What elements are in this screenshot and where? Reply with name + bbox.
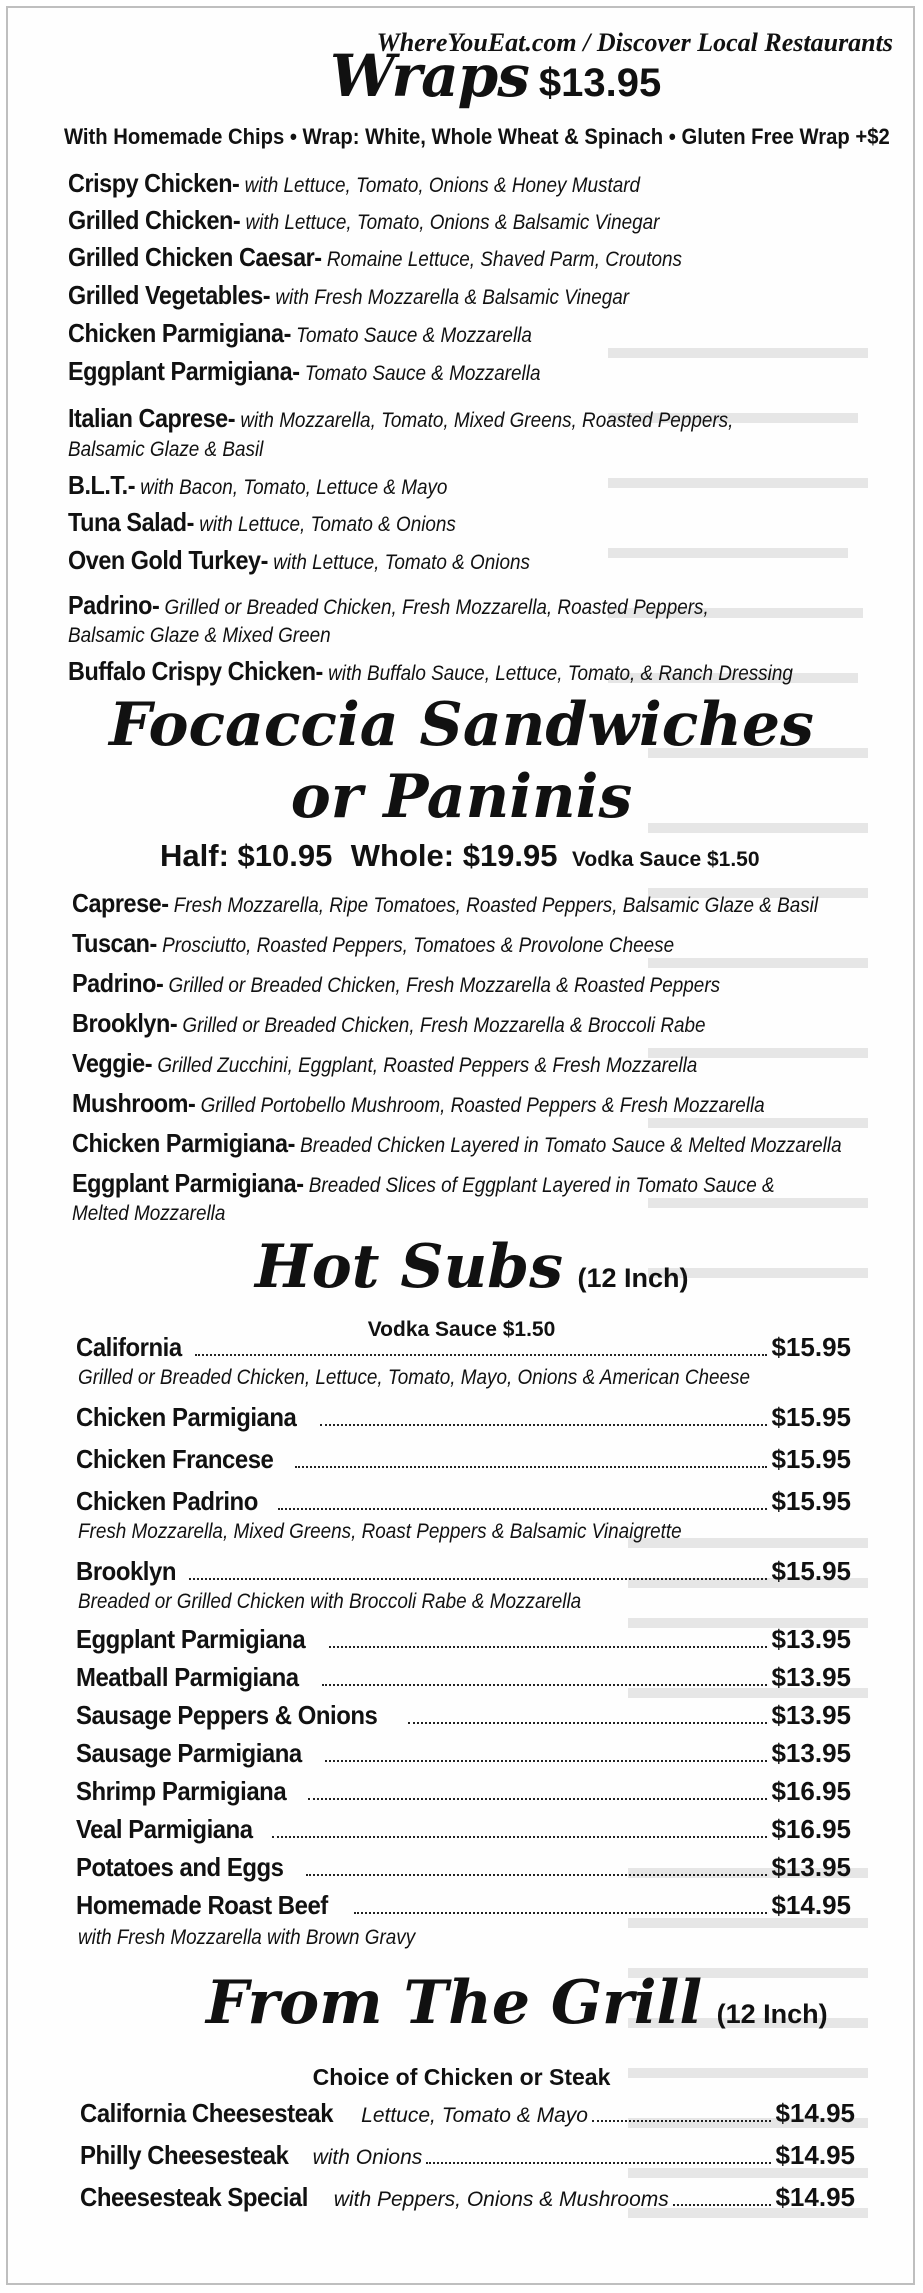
row-note: Breaded or Grilled Chicken with Broccoli Rabe & Mozzarella xyxy=(78,1590,582,1613)
menu-row: Brooklyn $15.95 xyxy=(76,1556,851,1586)
menu-row: Homemade Roast Beef $14.95 xyxy=(76,1890,851,1920)
menu-row: California $15.95 xyxy=(76,1332,851,1362)
list-item-desc-cont: Balsamic Glaze & Mixed Green xyxy=(68,624,331,647)
menu-row: Meatball Parmigiana $13.95 xyxy=(76,1662,851,1692)
hot-subs-vodka-note: Vodka Sauce $1.50 xyxy=(367,1318,556,1341)
list-item: Grilled Vegetables- with Fresh Mozzarella & Balsamic Vinegar xyxy=(68,280,630,310)
list-item: Grilled Chicken- with Lettuce, Tomato, Onions & Balsamic Vinegar xyxy=(68,205,660,235)
list-item: Chicken Parmigiana- Breaded Chicken Layered in Tomato Sauce & Melted Mozzarella xyxy=(72,1128,842,1158)
list-item: Eggplant Parmigiana- Tomato Sauce & Mozzarella xyxy=(68,356,541,386)
menu-row: California Cheesesteak Lettuce, Tomato & Mayo $14.95 xyxy=(80,2098,855,2128)
hot-subs-title: Hot Subs xyxy=(255,1232,563,1302)
grill-size: (12 Inch) xyxy=(716,1999,828,2029)
focaccia-title-line1: Focaccia Sandwiches xyxy=(109,690,814,760)
menu-row: Potatoes and Eggs $13.95 xyxy=(76,1852,851,1882)
list-item: Italian Caprese- with Mozzarella, Tomato, Mixed Greens, Roasted Peppers, xyxy=(68,403,734,433)
list-item: Padrino- Grilled or Breaded Chicken, Fresh Mozzarella, Roasted Peppers, xyxy=(68,590,709,620)
list-item: B.L.T.- with Bacon, Tomato, Lettuce & Mayo xyxy=(68,470,448,500)
wraps-title: Wraps xyxy=(330,42,529,110)
menu-row: Chicken Parmigiana $15.95 xyxy=(76,1402,851,1432)
row-note: Grilled or Breaded Chicken, Lettuce, Tomato, Mayo, Onions & American Cheese xyxy=(78,1366,750,1389)
half-price: Half: $10.95 xyxy=(160,838,333,873)
menu-row: Cheesesteak Special with Peppers, Onions & Mushrooms $14.95 xyxy=(80,2182,855,2212)
list-item: Padrino- Grilled or Breaded Chicken, Fresh Mozzarella & Roasted Peppers xyxy=(72,968,721,998)
hot-subs-size: (12 Inch) xyxy=(577,1263,689,1293)
wraps-price: $13.95 xyxy=(538,61,662,105)
menu-row: Sausage Peppers & Onions $13.95 xyxy=(76,1700,851,1730)
menu-row: Shrimp Parmigiana $16.95 xyxy=(76,1776,851,1806)
row-note: with Fresh Mozzarella with Brown Gravy xyxy=(78,1926,416,1949)
row-note: Fresh Mozzarella, Mixed Greens, Roast Peppers & Balsamic Vinaigrette xyxy=(78,1520,682,1543)
menu-row: Veal Parmigiana $16.95 xyxy=(76,1814,851,1844)
menu-row: Philly Cheesesteak with Onions $14.95 xyxy=(80,2140,855,2170)
menu-row: Chicken Francese $15.95 xyxy=(76,1444,851,1474)
list-item: Brooklyn- Grilled or Breaded Chicken, Fresh Mozzarella & Broccoli Rabe xyxy=(72,1008,706,1038)
focaccia-title-line2: or Paninis xyxy=(290,762,633,832)
menu-row: Eggplant Parmigiana $13.95 xyxy=(76,1624,851,1654)
menu-row: Sausage Parmigiana $13.95 xyxy=(76,1738,851,1768)
list-item: Buffalo Crispy Chicken- with Buffalo Sauce, Lettuce, Tomato, & Ranch Dressing xyxy=(68,656,793,686)
site-banner: WhereYouEat.com / Discover Local Restaurants xyxy=(376,28,893,57)
list-item: Veggie- Grilled Zucchini, Eggplant, Roasted Peppers & Fresh Mozzarella xyxy=(72,1048,698,1078)
grill-heading xyxy=(206,1968,828,2038)
vodka-sauce-note: Vodka Sauce $1.50 xyxy=(571,848,760,871)
list-item: Mushroom- Grilled Portobello Mushroom, Roasted Peppers & Fresh Mozzarella xyxy=(72,1088,765,1118)
list-item: Tuscan- Prosciutto, Roasted Peppers, Tomatoes & Provolone Cheese xyxy=(72,928,675,958)
grill-choice: Choice of Chicken or Steak xyxy=(312,2064,611,2090)
focaccia-prices xyxy=(160,838,760,874)
list-item: Crispy Chicken- with Lettuce, Tomato, Onions & Honey Mustard xyxy=(68,168,641,198)
list-item: Eggplant Parmigiana- Breaded Slices of Eggplant Layered in Tomato Sauce & xyxy=(72,1168,775,1198)
list-item: Oven Gold Turkey- with Lettuce, Tomato & Onions xyxy=(68,545,530,575)
list-item-desc-cont: Melted Mozzarella xyxy=(72,1202,226,1225)
list-item: Tuna Salad- with Lettuce, Tomato & Onions xyxy=(68,507,456,537)
list-item-desc-cont: Balsamic Glaze & Basil xyxy=(68,438,264,461)
list-item: Chicken Parmigiana- Tomato Sauce & Mozzarella xyxy=(68,318,532,348)
wraps-heading xyxy=(330,42,661,110)
hot-subs-heading xyxy=(255,1232,688,1302)
grill-title: From The Grill xyxy=(206,1968,703,2038)
whole-price: Whole: $19.95 xyxy=(350,838,558,873)
wraps-options: With Homemade Chips • Wrap: White, Whole Wheat & Spinach • Gluten Free Wrap +$2 xyxy=(64,124,890,149)
list-item: Caprese- Fresh Mozzarella, Ripe Tomatoes, Roasted Peppers, Balsamic Glaze & Basil xyxy=(72,888,819,918)
list-item: Grilled Chicken Caesar- Romaine Lettuce, Shaved Parm, Croutons xyxy=(68,242,682,272)
menu-row: Chicken Padrino $15.95 xyxy=(76,1486,851,1516)
